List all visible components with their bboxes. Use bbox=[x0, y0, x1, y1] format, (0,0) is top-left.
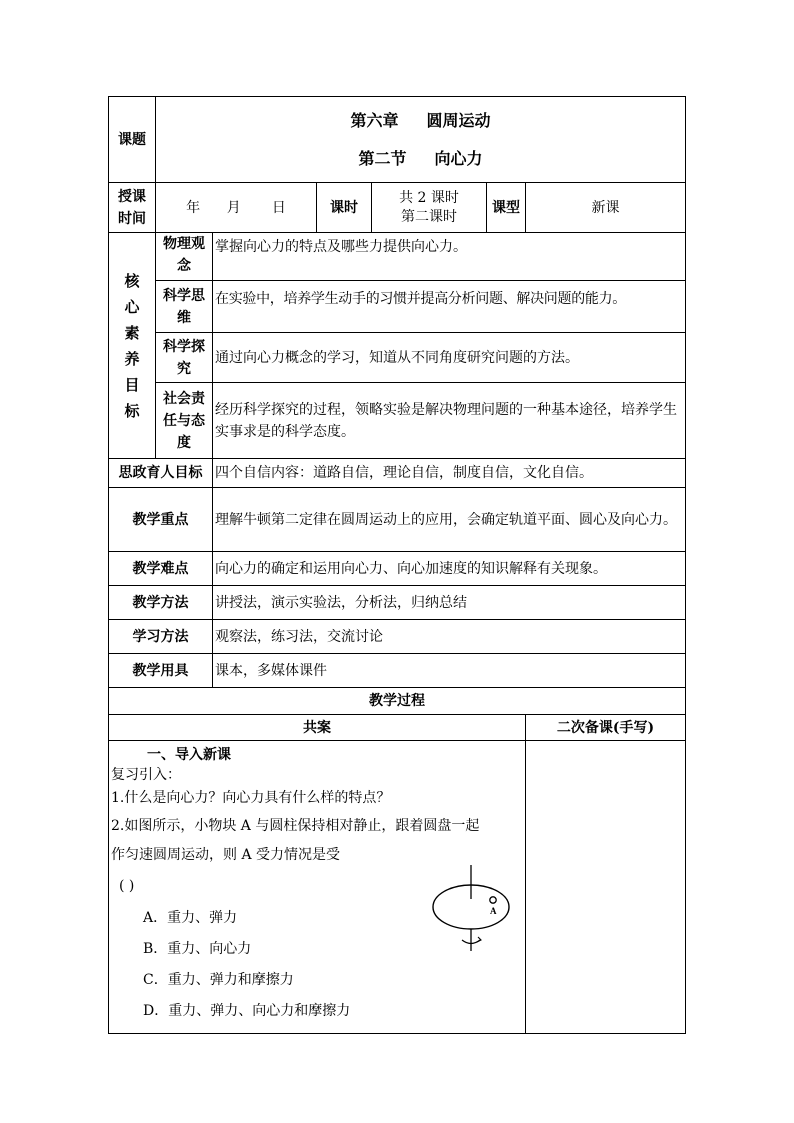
teaching-time-label-1: 授课 bbox=[118, 188, 146, 205]
learning-method-label: 学习方法 bbox=[109, 620, 213, 654]
teaching-tools-text: 课本，多媒体课件 bbox=[213, 654, 686, 688]
scientific-thinking-label-1: 科学思 bbox=[163, 287, 205, 304]
scientific-inquiry-text: 通过向心力概念的学习，知道从不同角度研究问题的方法。 bbox=[213, 333, 686, 383]
core-char-1: 核 bbox=[124, 271, 140, 290]
option-a: A．重力、弹力 bbox=[143, 910, 238, 926]
question-2-line-1: 2.如图所示，小物块 A 与圆柱保持相对静止，跟着圆盘一起 bbox=[111, 818, 480, 834]
class-hours-value bbox=[372, 183, 487, 233]
teaching-tools-label: 教学用具 bbox=[109, 654, 213, 688]
class-hours-label: 课时 bbox=[317, 183, 372, 233]
question-1: 1.什么是向心力？向心力具有什么样的特点？ bbox=[111, 790, 391, 806]
lesson-type-value: 新课 bbox=[526, 183, 686, 233]
social-responsibility-label-2: 任与态 bbox=[163, 412, 205, 429]
section-number: 第二节 bbox=[358, 148, 407, 168]
key-points-label: 教学重点 bbox=[109, 488, 213, 552]
difficulties-text: 向心力的确定和运用向心力、向心加速度的知识解释有关现象。 bbox=[213, 552, 686, 586]
topic-label: 课题 bbox=[109, 97, 156, 183]
date-day: 日 bbox=[271, 199, 286, 216]
intro-heading: 一、导入新课 bbox=[147, 747, 231, 763]
review-intro: 复习引入： bbox=[111, 767, 181, 783]
date-year: 年 bbox=[186, 199, 201, 216]
class-hours-total: 共 2 课时 bbox=[399, 189, 459, 206]
physics-concept-label-2: 念 bbox=[177, 258, 191, 274]
common-plan-content bbox=[109, 741, 526, 1034]
chapter-number: 第六章 bbox=[350, 110, 399, 130]
teaching-time-label-2: 时间 bbox=[118, 210, 146, 227]
question-2-line-2: 作匀速圆周运动，则 A 受力情况是受 bbox=[111, 847, 341, 863]
physics-concept-label-1: 物理观 bbox=[163, 236, 205, 252]
lesson-plan-table bbox=[108, 96, 686, 1034]
rotating-disk-figure bbox=[431, 865, 511, 955]
secondary-notes-area[interactable] bbox=[526, 741, 686, 1034]
social-responsibility-label-3: 度 bbox=[177, 434, 191, 451]
ideological-goal-text: 四个自信内容：道路自信，理论自信，制度自信，文化自信。 bbox=[213, 459, 686, 488]
teaching-method-text: 讲授法，演示实验法，分析法，归纳总结 bbox=[213, 586, 686, 620]
scientific-thinking-text: 在实验中，培养学生动手的习惯并提高分析问题、解决问题的能力。 bbox=[213, 281, 686, 333]
teaching-time-label bbox=[109, 183, 156, 233]
section-title: 向心力 bbox=[434, 148, 483, 168]
difficulties-label: 教学难点 bbox=[109, 552, 213, 586]
scientific-thinking-label-2: 维 bbox=[177, 309, 191, 326]
physics-concept-text: 掌握向心力的特点及哪些力提供向心力。 bbox=[213, 233, 686, 281]
teaching-method-label: 教学方法 bbox=[109, 586, 213, 620]
core-char-6: 标 bbox=[124, 401, 140, 420]
physics-concept-label bbox=[156, 233, 213, 281]
core-char-2: 心 bbox=[124, 297, 140, 316]
date-month: 月 bbox=[226, 199, 241, 216]
answer-blank: ( ) bbox=[119, 878, 135, 894]
social-responsibility-label bbox=[156, 383, 213, 459]
social-responsibility-label-1: 社会责 bbox=[163, 390, 205, 407]
teaching-date bbox=[156, 183, 317, 233]
social-responsibility-text: 经历科学探究的过程，领略实验是解决物理问题的一种基本途径，培养学生实事求是的科学态度。 bbox=[213, 383, 686, 459]
core-char-4: 养 bbox=[124, 349, 140, 368]
core-char-5: 目 bbox=[124, 375, 140, 394]
scientific-inquiry-label-1: 科学探 bbox=[163, 338, 205, 355]
lesson-type-label: 课型 bbox=[487, 183, 526, 233]
topic-title bbox=[156, 97, 686, 183]
option-c: C．重力、弹力和摩擦力 bbox=[143, 972, 294, 988]
figure-block-label: A bbox=[490, 906, 497, 916]
class-hours-current: 第二课时 bbox=[401, 208, 457, 225]
ideological-goal-label: 思政育人目标 bbox=[109, 459, 213, 488]
core-literacy-label bbox=[109, 233, 156, 459]
scientific-thinking-label bbox=[156, 281, 213, 333]
option-d: D．重力、弹力、向心力和摩擦力 bbox=[143, 1003, 351, 1019]
learning-method-text: 观察法，练习法，交流讨论 bbox=[213, 620, 686, 654]
core-char-3: 素 bbox=[124, 323, 140, 342]
secondary-notes-header: 二次备课(手写) bbox=[526, 715, 686, 741]
chapter-title: 圆周运动 bbox=[426, 110, 491, 130]
option-b: B．重力、向心力 bbox=[143, 941, 252, 957]
teaching-process-title: 教学过程 bbox=[109, 688, 686, 715]
scientific-inquiry-label-2: 究 bbox=[177, 360, 191, 377]
scientific-inquiry-label bbox=[156, 333, 213, 383]
common-plan-header: 共案 bbox=[109, 715, 526, 741]
lesson-plan bbox=[108, 96, 685, 1034]
key-points-text: 理解牛顿第二定律在圆周运动上的应用，会确定轨道平面、圆心及向心力。 bbox=[213, 488, 686, 552]
